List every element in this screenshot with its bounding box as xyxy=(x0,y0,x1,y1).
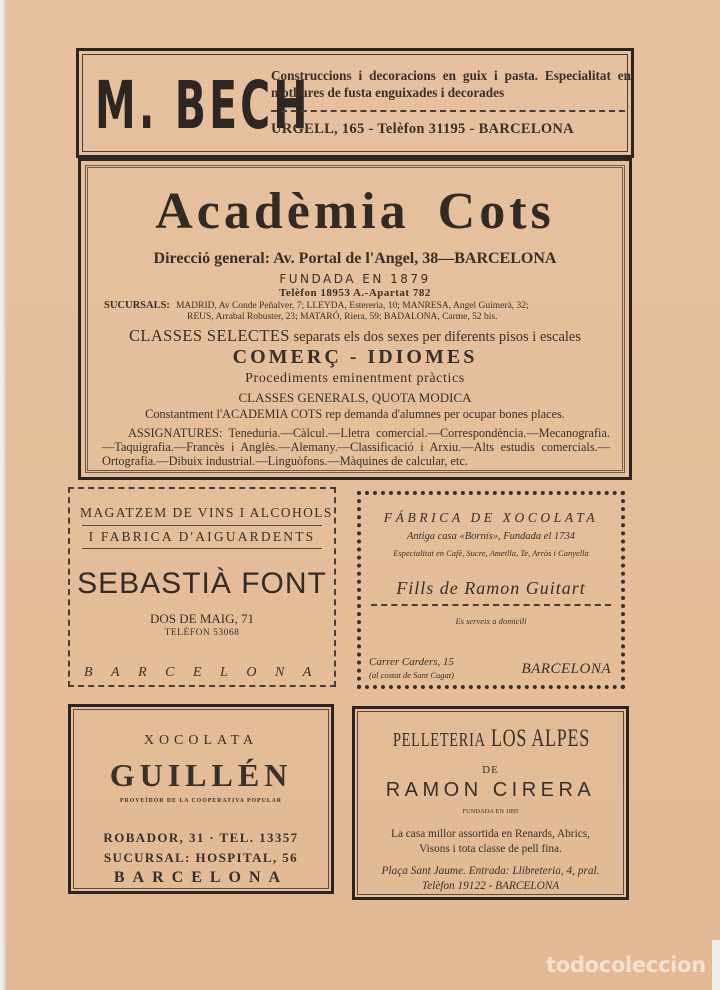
alpes-title xyxy=(393,725,588,754)
cots-classes-generals: CLASSES GENERALS, QUOTA MODICA xyxy=(238,390,472,405)
alpes-desc-line2: Visons i tota classe de pell fina. xyxy=(419,843,562,855)
cots-selectes-rest: separats els dos sexes per diferents pisos i escales xyxy=(289,329,582,345)
ad-sebastia-font xyxy=(68,487,336,687)
guitart-street: Carrer Carders, 15 xyxy=(369,656,455,668)
guillen-city: BARCELONA xyxy=(113,869,289,886)
page-right-edge xyxy=(712,940,720,990)
guitart-serveis: Es serveix a domicili xyxy=(455,616,527,626)
bech-description: Construccions i decoracions en guix i pasta. Especialitat en motllures de fusta enguixades i decorades xyxy=(271,68,631,100)
cots-title-academia: Acadèmia xyxy=(155,183,410,240)
ad-m-bech-inner-frame xyxy=(82,54,631,152)
ad-m-bech xyxy=(76,48,634,158)
ad-academia-cots xyxy=(78,158,632,480)
cots-comerc-idiomes: COMERÇ - IDIOMES xyxy=(232,346,478,368)
ad-fabrica-xocolata-guitart xyxy=(357,491,625,689)
guillen-name: GUILLÉN xyxy=(109,757,293,793)
ad-academia-cots-inner-frame xyxy=(85,165,625,473)
font-name: SEBASTIÀ FONT xyxy=(77,567,327,600)
alpes-address xyxy=(361,864,620,894)
guitart-city: BARCELONA xyxy=(521,661,611,677)
cots-constantment: Constantment l'ACADEMIA COTS rep demanda d'alumnes per ocupar bones places. xyxy=(145,407,565,421)
alpes-name: RAMON CIRERA xyxy=(385,779,596,801)
font-city: BARCELONA xyxy=(84,665,330,680)
cots-assignatures: ASSIGNATURES: Teneduria.—Càlcul.—Lletra comercial.—Correspondència.—Mecanografia.—Taquigrafia.—Francès i Anglès.—Alemany.—Classificació i Arxiu.—Alts estudis comercials.—Ortografia.—Dibuix industrial.—Linguòfons.—Màquines de calcular, etc. xyxy=(102,426,610,468)
cots-title-cots: Cots xyxy=(437,183,555,240)
guitart-name: Fills de Ramon Guitart xyxy=(396,578,586,598)
cots-sucursals-label: SUCURSALS: xyxy=(104,300,170,311)
font-telefon: TELÉFON 53068 xyxy=(164,628,240,638)
cots-procediments: Procediments eminentment pràctics xyxy=(245,371,465,386)
cots-title xyxy=(88,184,622,240)
cots-classes-selectes xyxy=(88,326,622,346)
cots-fundada: FUNDADA EN 1879 xyxy=(279,272,431,286)
alpes-desc-line1: La casa millor assortida en Renards, Abrics, xyxy=(391,828,590,840)
bech-address: URGELL, 165 - Telèfon 31195 - BARCELONA xyxy=(271,121,574,137)
cots-selectes-lead: CLASSES SELECTES xyxy=(128,326,290,345)
font-line2: I FABRICA D'AIGUARDENTS xyxy=(88,529,316,544)
alpes-fundada: FUNDADA EN 1895 xyxy=(462,808,519,815)
alpes-title-pelleteria: PELLETERIA xyxy=(392,729,486,751)
guillen-address: ROBADOR, 31 · TEL. 13357 xyxy=(103,830,299,845)
font-address: DOS DE MAIG, 71 xyxy=(150,611,254,626)
font-line1: MAGATZEM DE VINS I ALCOHOLS xyxy=(80,505,333,520)
ad-xocolata-guillen xyxy=(68,704,334,894)
guitart-especialitat: Especialitat en Cafè, Sucre, Ametlla, Te, Arròs i Canyella xyxy=(393,548,589,558)
alpes-addr-line1: Plaça Sant Jaume. Entrada: Llibreteria, 4, pral. xyxy=(381,865,600,877)
guitart-heading: FÁBRICA DE XOCOLATA xyxy=(383,510,599,525)
guitart-costat: (al costat de Sant Cugat) xyxy=(369,670,454,680)
alpes-description xyxy=(365,827,616,857)
alpes-addr-line2: Telèfon 19122 - BARCELONA xyxy=(421,880,560,892)
alpes-title-los-alpes: LOS ALPES xyxy=(490,725,590,752)
cots-sucursals-line2: REUS, Arrabal Robuster, 23; MATARÓ, Riera, 59; BADALONA, Carme, 52 bis. xyxy=(187,312,498,322)
page-left-edge xyxy=(0,0,6,990)
bech-dashed-divider xyxy=(271,110,625,112)
guillen-xocolata: XOCOLATA xyxy=(143,733,259,748)
cots-sucursals-line1: MADRID, Av Conde Peñalver, 7; LLEYDA, Estereria, 10; MANRESA, Angel Guimerà, 32; xyxy=(175,301,529,311)
font-rule-2 xyxy=(82,548,322,549)
cots-sucursals xyxy=(104,300,610,323)
guillen-sucursal: SUCURSAL: HOSPITAL, 56 xyxy=(103,850,299,865)
ad-pelleteria-los-alpes xyxy=(352,706,629,900)
guillen-proveidor: PROVEÏDOR DE LA COOPERATIVA POPULAR xyxy=(119,798,282,804)
todocoleccion-watermark: todocoleccion xyxy=(546,953,706,977)
alpes-de: DE xyxy=(482,764,499,776)
guitart-antiga: Antiga casa «Bornís», Fundada el 1734 xyxy=(407,531,575,542)
font-rule-1 xyxy=(82,525,322,526)
guitart-dashed-divider xyxy=(371,604,611,606)
bech-logo: M. BECH xyxy=(95,67,311,144)
cots-direccio: Direcció general: Av. Portal de l'Angel, 38—BARCELONA xyxy=(153,250,557,267)
cots-telefon: Telèfon 18953 A.-Apartat 782 xyxy=(279,287,431,299)
